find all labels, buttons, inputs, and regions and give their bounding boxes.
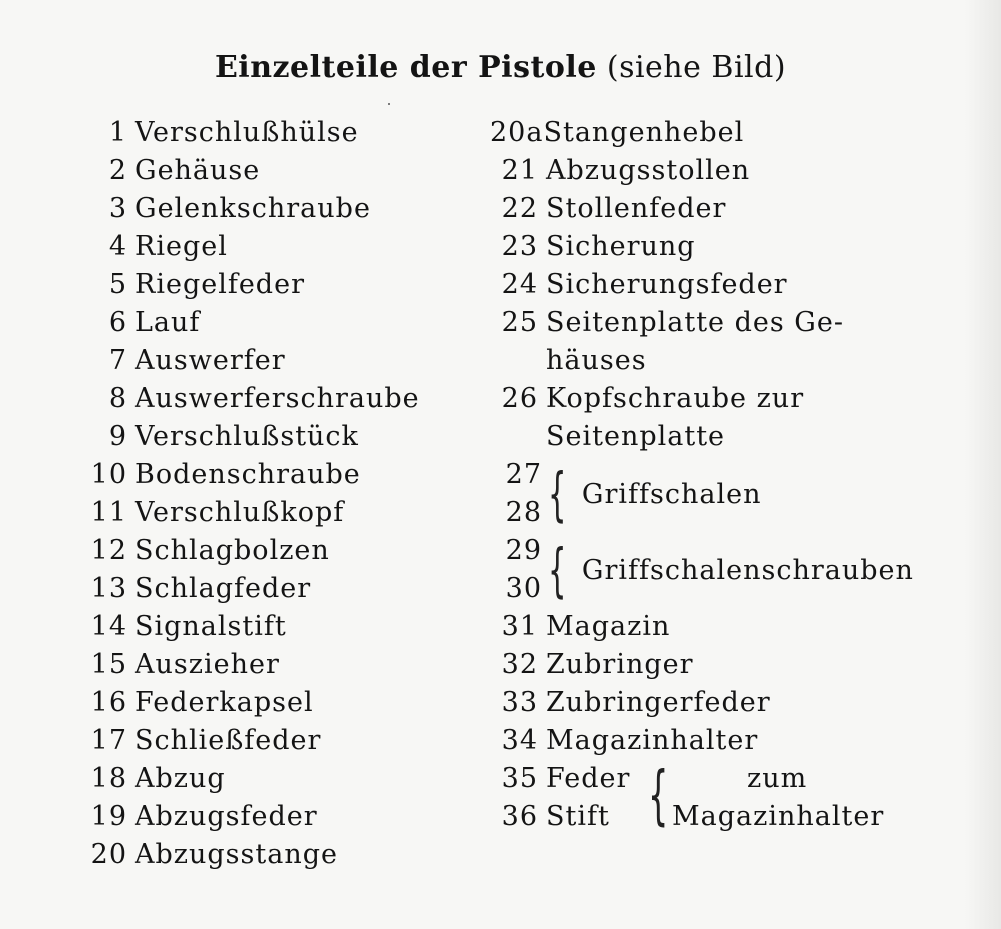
part-name: Auszieher (135, 649, 280, 680)
part-name: Schlagfeder (135, 573, 312, 604)
part-number: 22 (501, 193, 538, 224)
part-number: 17 (90, 725, 127, 756)
part-name: Federkapsel (135, 687, 314, 718)
part-number: 5 (108, 269, 127, 300)
pair-note-line-1: zum (747, 763, 808, 794)
part-row (85, 114, 485, 152)
part-row (85, 646, 485, 684)
part-name: Zubringerfeder (546, 687, 771, 718)
part-number: 34 (501, 725, 538, 756)
part-number: 20 (90, 839, 127, 870)
part-number: 15 (90, 649, 127, 680)
part-row (85, 798, 485, 836)
page-title (0, 50, 1001, 85)
part-row (85, 570, 485, 608)
print-speck (388, 103, 390, 105)
part-name: Lauf (135, 307, 201, 338)
part-row (490, 152, 960, 190)
part-number: 10 (90, 459, 127, 490)
part-row (85, 760, 485, 798)
part-row (85, 152, 485, 190)
part-name-continued: häuses (546, 345, 647, 376)
part-number: 19 (90, 801, 127, 832)
part-number: 14 (90, 611, 127, 642)
part-group (490, 456, 960, 532)
group-numbers (490, 532, 548, 608)
title-note: (siehe Bild) (606, 50, 787, 85)
part-name: Auswerferschraube (135, 383, 420, 414)
part-name: Sicherung (546, 231, 696, 262)
part-name: Feder (546, 763, 631, 794)
part-number: 4 (108, 231, 127, 262)
part-number: 2 (108, 155, 127, 186)
part-row (490, 380, 960, 418)
part-name: Riegelfeder (135, 269, 305, 300)
part-number: 23 (501, 231, 538, 262)
part-row (85, 228, 485, 266)
part-number: 6 (108, 307, 127, 338)
part-name: Verschlußhülse (135, 117, 359, 148)
part-name: Stollenfeder (546, 193, 727, 224)
part-number: 16 (90, 687, 127, 718)
page-edge-shadow (965, 0, 1001, 929)
part-row (490, 722, 960, 760)
group-part-name: Griffschalenschrauben (581, 554, 914, 586)
part-number: 9 (108, 421, 127, 452)
part-name: Zubringer (546, 649, 694, 680)
part-name: Sicherungsfeder (546, 269, 788, 300)
part-row-continuation (490, 342, 960, 380)
part-name: Stift (546, 801, 610, 832)
part-pair (490, 760, 960, 836)
part-name-continued: Seitenplatte (546, 421, 726, 452)
part-name: Magazin (546, 611, 671, 642)
part-name: Gelenkschraube (135, 193, 371, 224)
part-row (490, 304, 960, 342)
part-name: Stangenhebel (543, 117, 745, 148)
part-number: 32 (501, 649, 538, 680)
part-name: Schließfeder (135, 725, 322, 756)
part-number: 33 (501, 687, 538, 718)
part-row (490, 646, 960, 684)
part-name: Seitenplatte des Ge- (546, 307, 844, 338)
part-name: Verschlußkopf (135, 497, 345, 528)
part-name: Schlagbolzen (135, 535, 330, 566)
part-row (85, 418, 485, 456)
part-number: 31 (501, 611, 538, 642)
part-number: 3 (108, 193, 127, 224)
part-number: 26 (501, 383, 538, 414)
part-number: 28 (505, 497, 542, 528)
part-row (490, 760, 960, 798)
part-row (490, 190, 960, 228)
part-number: 21 (501, 155, 538, 186)
part-name: Verschlußstück (135, 421, 359, 452)
part-row (85, 608, 485, 646)
part-number: 30 (505, 573, 542, 604)
part-row (85, 342, 485, 380)
part-row (85, 684, 485, 722)
part-name: Abzugsstollen (546, 155, 751, 186)
pair-note-line-2: Magazinhalter (672, 801, 885, 832)
part-group (490, 532, 960, 608)
title-bold: Einzelteile der Pistole (214, 50, 597, 85)
part-row-continuation (490, 418, 960, 456)
curly-brace-icon: { (548, 536, 567, 604)
part-number: 1 (108, 117, 127, 148)
part-row (490, 266, 960, 304)
part-number: 25 (501, 307, 538, 338)
part-row (490, 114, 960, 152)
part-number: 27 (505, 459, 542, 490)
part-name: Gehäuse (135, 155, 261, 186)
part-number: 7 (108, 345, 127, 376)
part-name: Bodenschraube (135, 459, 361, 490)
part-number: 29 (505, 535, 542, 566)
part-number: 18 (90, 763, 127, 794)
part-name: Signalstift (135, 611, 287, 642)
part-row (490, 608, 960, 646)
part-row (85, 836, 485, 874)
part-row (85, 190, 485, 228)
curly-brace-icon: { (648, 759, 669, 833)
part-row (85, 304, 485, 342)
part-name: Abzug (135, 763, 226, 794)
part-number: 12 (90, 535, 127, 566)
part-name: Abzugsfeder (135, 801, 318, 832)
part-number: 24 (501, 269, 538, 300)
part-row (85, 266, 485, 304)
part-row (85, 494, 485, 532)
part-row (85, 456, 485, 494)
part-number: 35 (501, 763, 538, 794)
part-name: Auswerfer (135, 345, 286, 376)
parts-list-right (490, 114, 960, 836)
part-name: Magazinhalter (546, 725, 759, 756)
part-number: 36 (501, 801, 538, 832)
part-row (85, 380, 485, 418)
part-row (490, 684, 960, 722)
group-numbers (490, 456, 548, 532)
part-number: 11 (90, 497, 127, 528)
part-name: Riegel (135, 231, 228, 262)
parts-list-left (85, 114, 485, 874)
part-number: 20a (490, 117, 544, 148)
part-name: Kopfschraube zur (546, 383, 805, 414)
part-name: Abzugsstange (135, 839, 338, 870)
part-row (85, 532, 485, 570)
part-number: 13 (90, 573, 127, 604)
part-row (490, 228, 960, 266)
group-part-name: Griffschalen (581, 478, 762, 510)
curly-brace-icon: { (548, 460, 567, 528)
part-number: 8 (108, 383, 127, 414)
part-row (85, 722, 485, 760)
